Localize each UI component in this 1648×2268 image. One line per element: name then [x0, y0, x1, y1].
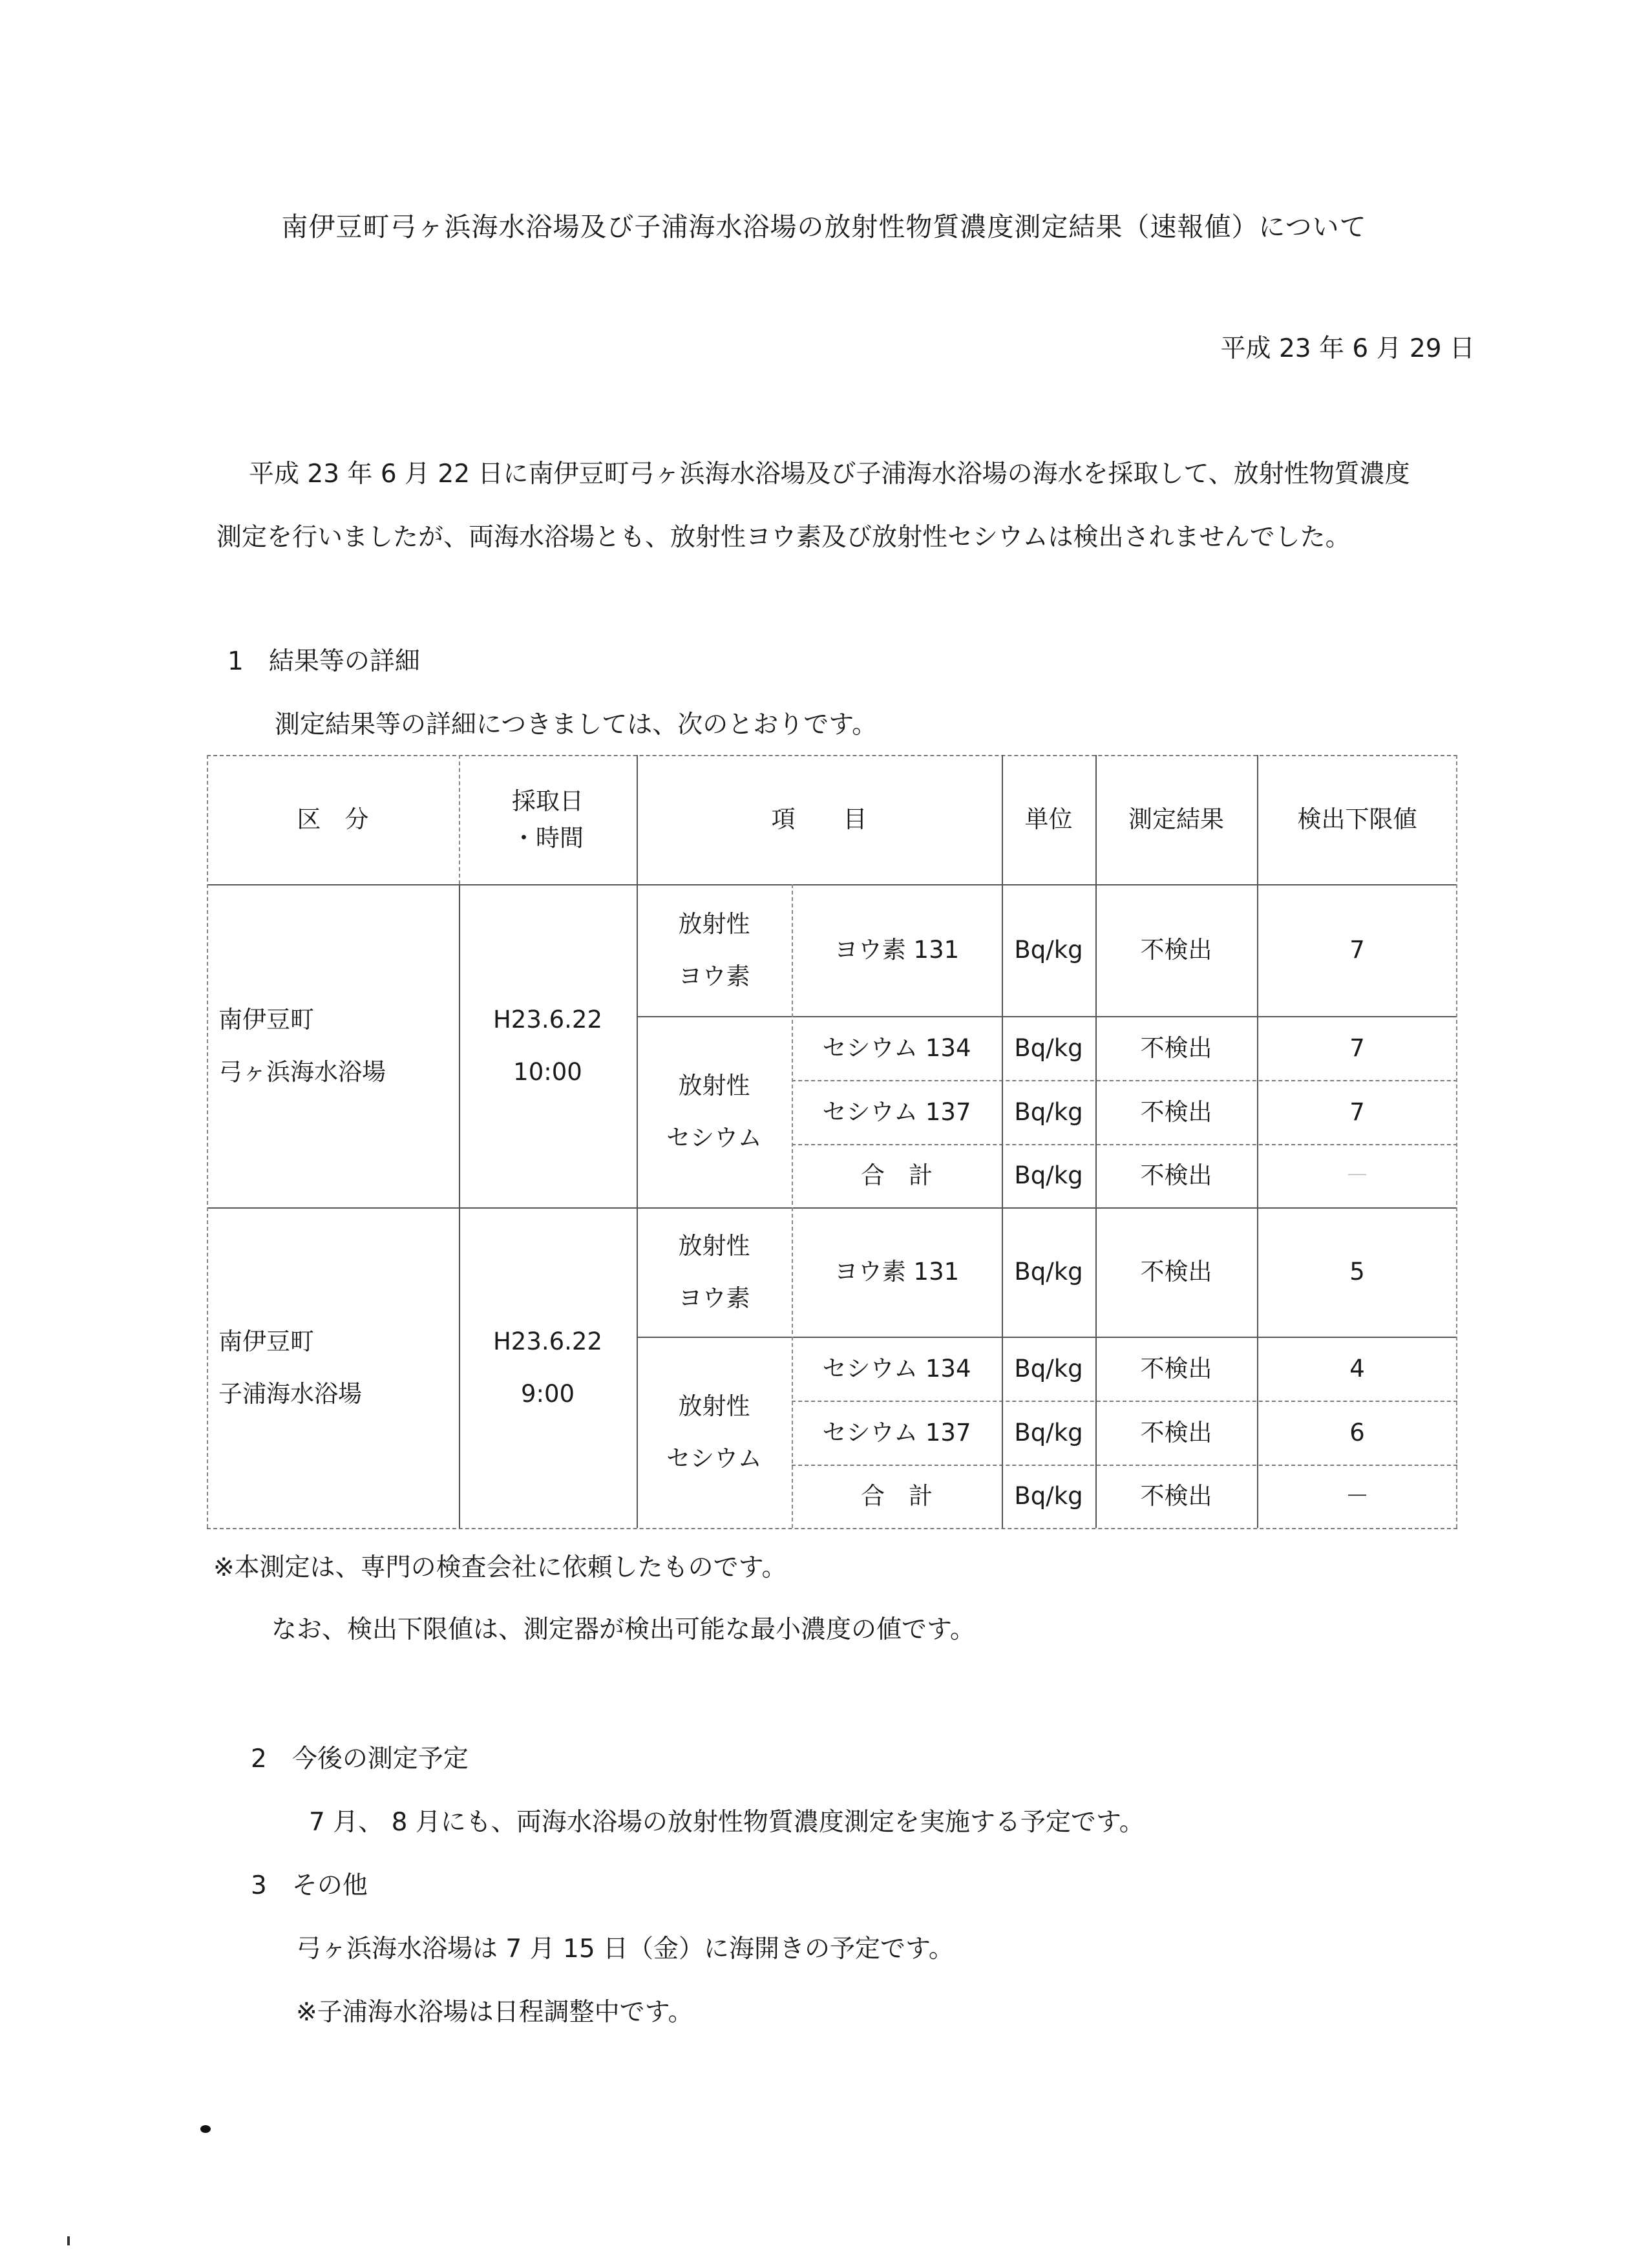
result-cell: 不検出	[1140, 1033, 1212, 1062]
section-3-body-2: ※子浦海水浴場は日程調整中です。	[296, 1998, 693, 2027]
unit-cell: Bq/kg	[1014, 1418, 1083, 1447]
limit-cell: 7	[1349, 936, 1365, 964]
header-result: 測定結果	[1128, 805, 1224, 834]
note-2: なお、検出下限値は、測定器が検出可能な最小濃度の値です。	[271, 1615, 975, 1644]
category-line2: ヨウ素	[678, 1284, 750, 1312]
limit-cell: 4	[1349, 1354, 1365, 1383]
result-cell: 不検出	[1140, 1258, 1212, 1286]
limit-cell: 7	[1349, 1033, 1365, 1062]
scan-speck	[200, 2125, 211, 2133]
item-cell: セシウム 137	[822, 1097, 971, 1126]
results-table	[207, 755, 1457, 1528]
result-cell: 不検出	[1140, 1161, 1212, 1190]
item-cell: ヨウ素 131	[834, 1258, 960, 1286]
section-2-heading: 2 今後の測定予定	[251, 1744, 469, 1774]
table-border-bottom	[207, 1528, 1457, 1529]
sample-date: H23.6.22	[492, 1327, 603, 1355]
intro-line-2: 測定を行いましたが、両海水浴場とも、放射性ヨウ素及び放射性セシウムは検出されませんでした。	[217, 523, 1351, 552]
item-cell: 合 計	[861, 1482, 933, 1510]
section-1-heading: 1 結果等の詳細	[227, 647, 420, 676]
sample-date: H23.6.22	[492, 1005, 603, 1033]
category-iodine	[637, 1207, 792, 1337]
limit-cell: －	[1345, 1161, 1369, 1190]
header-kubun: 区 分	[297, 805, 369, 834]
unit-cell: Bq/kg	[1014, 1258, 1083, 1286]
place-line1: 南伊豆町	[218, 1005, 314, 1033]
category-cesium	[637, 1337, 792, 1528]
result-cell: 不検出	[1140, 1418, 1212, 1447]
place-cell	[207, 884, 459, 1207]
category-line2: セシウム	[666, 1445, 762, 1472]
category-line1: 放射性	[678, 909, 750, 938]
document-date: 平成 23 年 6 月 29 日	[1220, 334, 1475, 363]
category-iodine	[637, 884, 792, 1016]
header-date-time	[459, 755, 637, 884]
place-line1: 南伊豆町	[218, 1327, 314, 1355]
intro-line-1: 平成 23 年 6 月 22 日に南伊豆町弓ヶ浜海水浴場及び子浦海水浴場の海水を採取して、放射性物質濃度	[249, 460, 1410, 489]
category-line2: ヨウ素	[678, 962, 750, 990]
item-cell: セシウム 137	[822, 1418, 971, 1447]
result-cell: 不検出	[1140, 1097, 1212, 1126]
section-2-body: 7 月、 8 月にも、両海水浴場の放射性物質濃度測定を実施する予定です。	[309, 1808, 1145, 1837]
place-line2: 子浦海水浴場	[218, 1380, 362, 1408]
header-unit: 単位	[1024, 805, 1073, 834]
header-date-line1: 採取日	[512, 787, 584, 815]
header-limit: 検出下限値	[1297, 805, 1417, 834]
limit-cell: 6	[1349, 1418, 1365, 1447]
document-title: 南伊豆町弓ヶ浜海水浴場及び子浦海水浴場の放射性物質濃度測定結果（速報値）について	[281, 211, 1367, 242]
unit-cell: Bq/kg	[1014, 1354, 1083, 1383]
category-line1: 放射性	[678, 1392, 750, 1420]
sample-time: 9:00	[520, 1380, 575, 1408]
item-cell: セシウム 134	[822, 1033, 971, 1062]
place-line2: 弓ヶ浜海水浴場	[218, 1058, 386, 1086]
category-cesium	[637, 1016, 792, 1207]
date-cell	[459, 1207, 637, 1528]
limit-cell: －	[1345, 1482, 1369, 1510]
sample-time: 10:00	[513, 1058, 582, 1086]
unit-cell: Bq/kg	[1014, 1097, 1083, 1126]
unit-cell: Bq/kg	[1014, 1482, 1083, 1510]
note-1: ※本測定は、専門の検査会社に依頼したものです。	[213, 1553, 787, 1582]
item-cell: ヨウ素 131	[834, 936, 960, 964]
result-cell: 不検出	[1140, 1482, 1212, 1510]
unit-cell: Bq/kg	[1014, 1161, 1083, 1190]
limit-cell: 7	[1349, 1097, 1365, 1126]
section-3-heading: 3 その他	[251, 1871, 368, 1900]
header-date-line2: ・時間	[512, 824, 584, 852]
section-1-lead: 測定結果等の詳細につきましては、次のとおりです。	[275, 710, 878, 739]
category-line1: 放射性	[678, 1231, 750, 1260]
section-3-body-1: 弓ヶ浜海水浴場は 7 月 15 日（金）に海開きの予定です。	[296, 1934, 954, 1964]
scan-speck	[67, 2236, 70, 2245]
limit-cell: 5	[1349, 1258, 1365, 1286]
category-line2: セシウム	[666, 1124, 762, 1152]
result-cell: 不検出	[1140, 1354, 1212, 1383]
category-line1: 放射性	[678, 1071, 750, 1099]
place-cell	[207, 1207, 459, 1528]
item-cell: セシウム 134	[822, 1354, 971, 1383]
result-cell: 不検出	[1140, 936, 1212, 964]
unit-cell: Bq/kg	[1014, 936, 1083, 964]
header-item: 項 目	[771, 805, 867, 834]
unit-cell: Bq/kg	[1014, 1033, 1083, 1062]
date-cell	[459, 884, 637, 1207]
item-cell: 合 計	[861, 1161, 933, 1190]
